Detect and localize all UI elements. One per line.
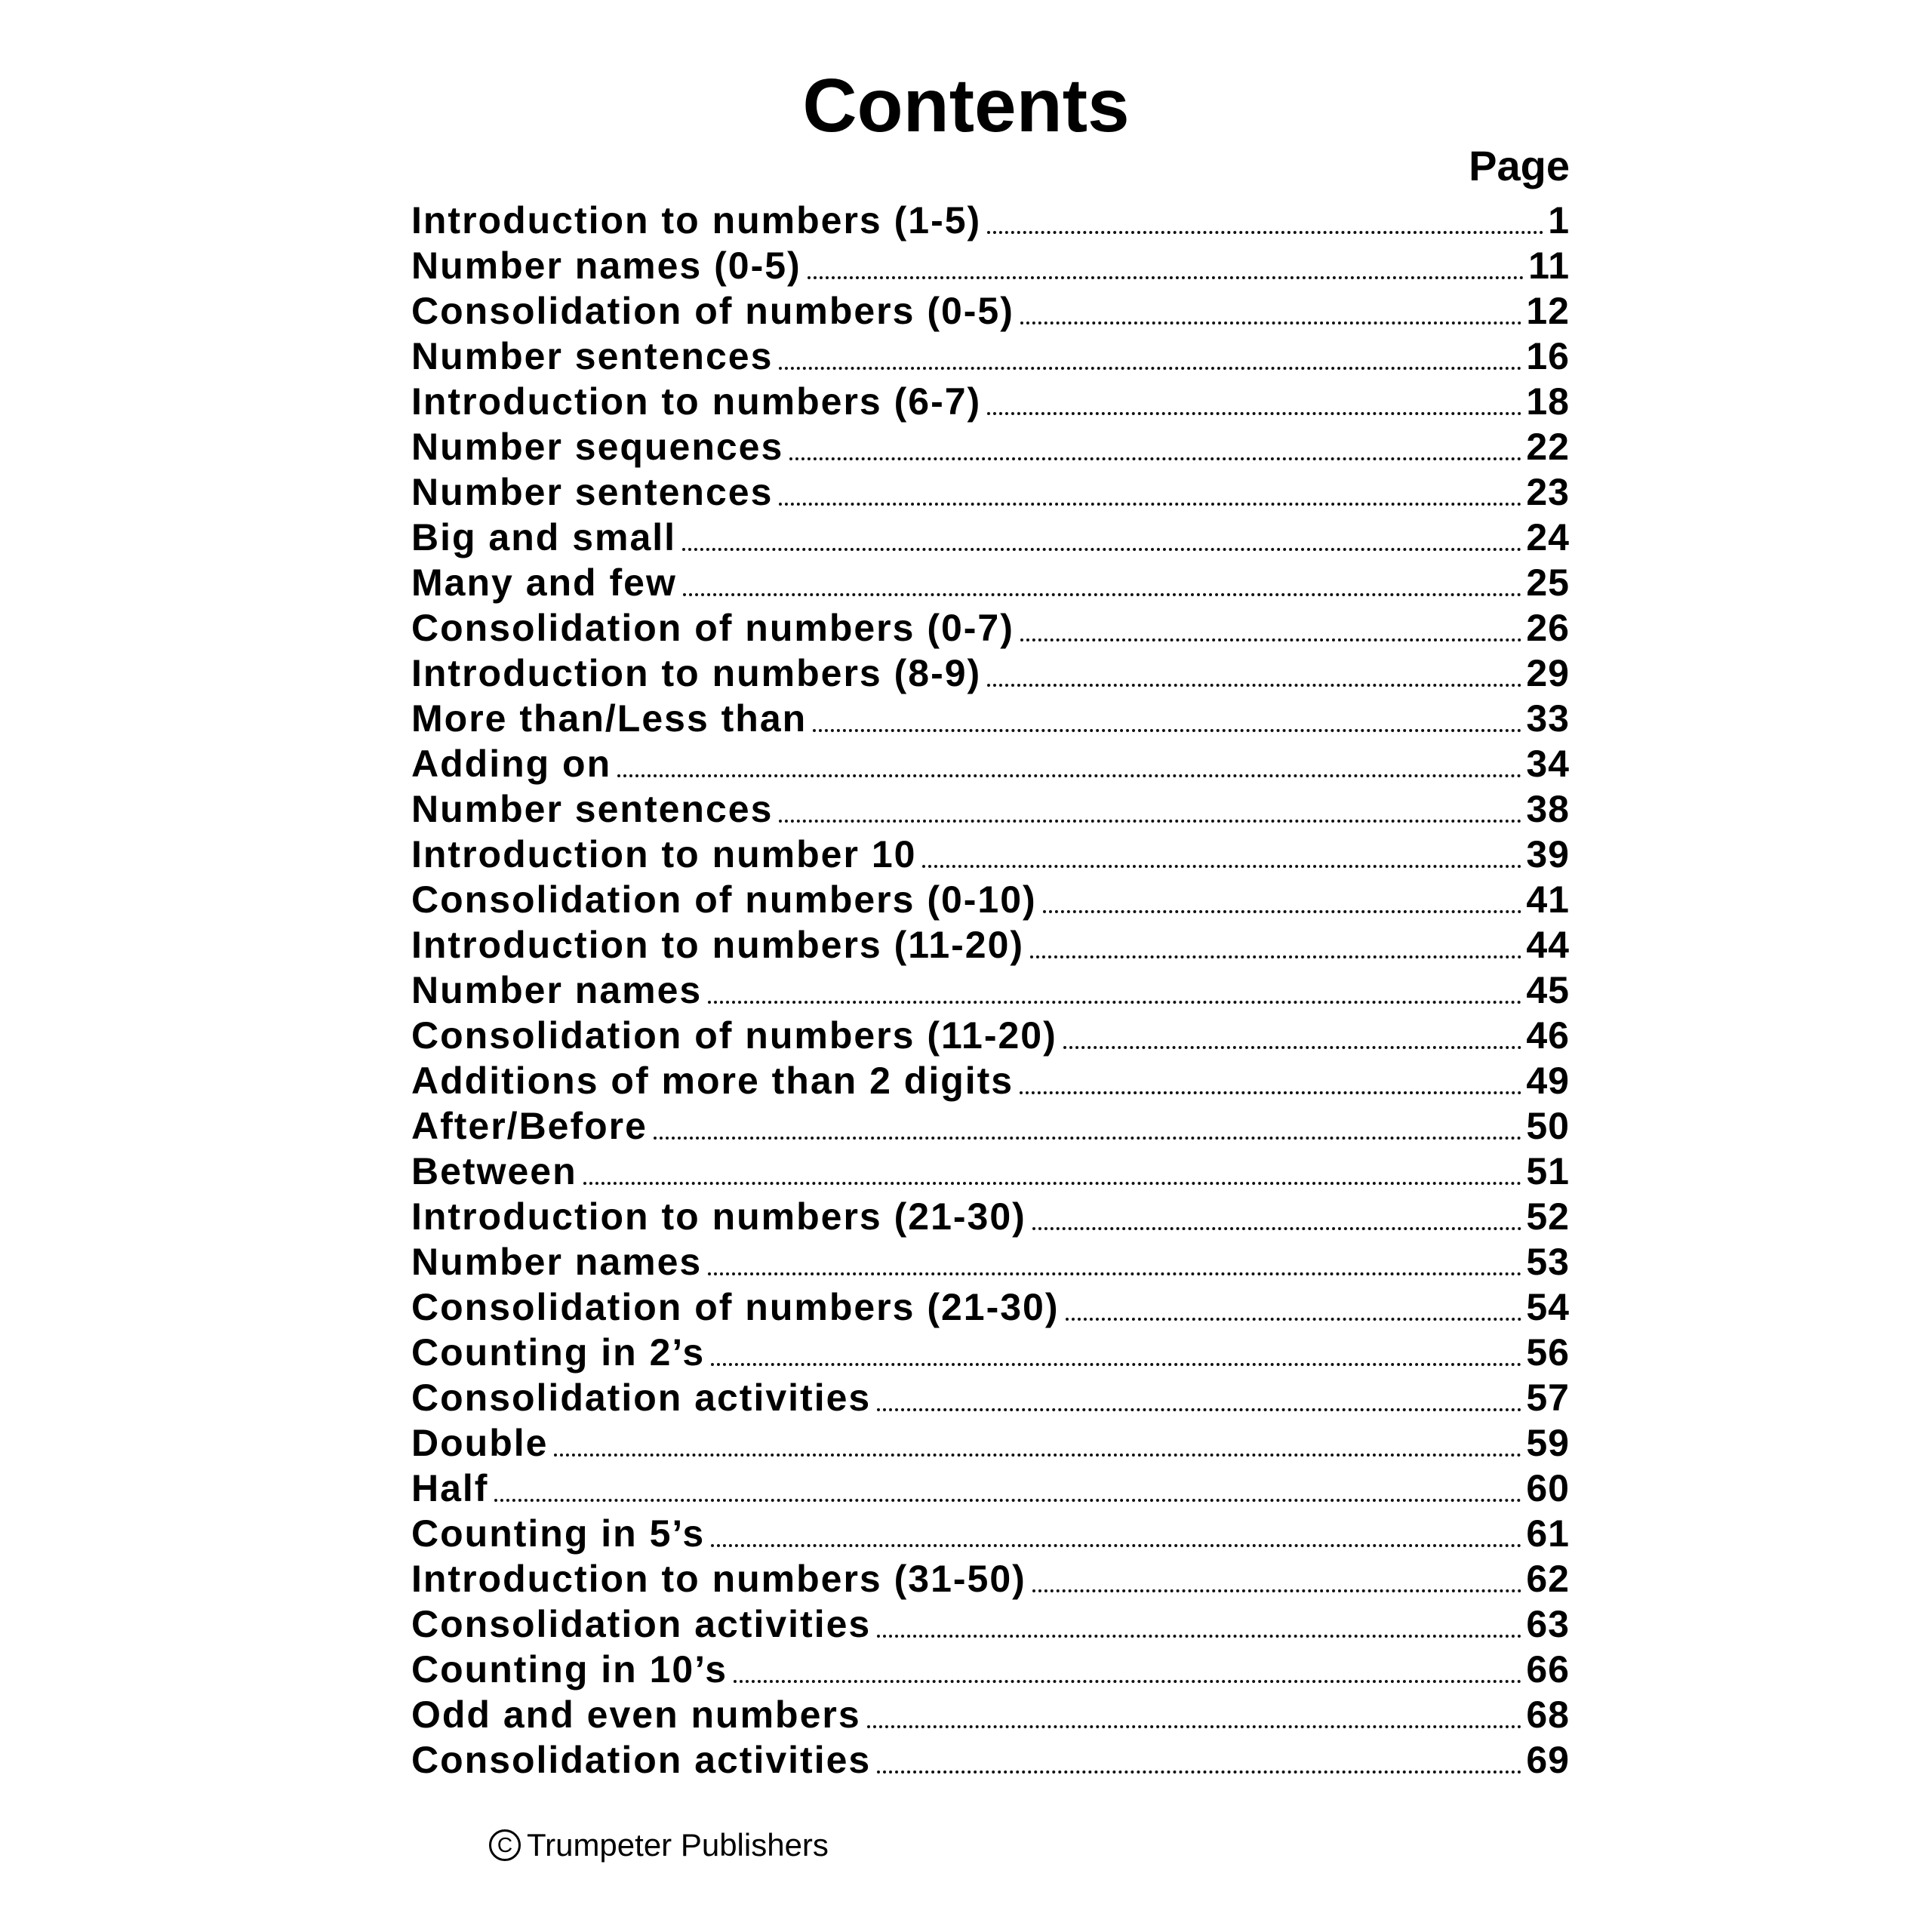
toc-entry-page-number: 33 [1526, 697, 1570, 740]
dot-leader [808, 276, 1524, 279]
page-column-header: Page [1469, 142, 1570, 189]
toc-entry [411, 288, 1570, 334]
toc-entry-label: More than/Less than [411, 697, 808, 740]
toc-entry [411, 786, 1570, 832]
dot-leader [711, 1544, 1521, 1547]
dot-leader [654, 1137, 1521, 1140]
toc-entry [411, 379, 1570, 424]
toc-entry-page-number: 60 [1526, 1467, 1570, 1509]
toc-entry [411, 651, 1570, 696]
toc-entry-label: Introduction to numbers (31-50) [411, 1558, 1026, 1600]
toc-entry-page-number: 57 [1526, 1377, 1570, 1419]
dot-leader [1032, 1227, 1522, 1230]
toc-entry-page-number: 16 [1526, 335, 1570, 377]
toc-entry-page-number: 51 [1526, 1150, 1570, 1192]
dot-leader [813, 729, 1521, 732]
dot-leader [1020, 638, 1521, 641]
toc-entry-page-number: 62 [1526, 1558, 1570, 1600]
toc-entry [411, 243, 1570, 288]
toc-entry-page-number: 68 [1526, 1694, 1570, 1736]
toc-entry-page-number: 49 [1526, 1060, 1570, 1102]
toc-entry [411, 1330, 1570, 1375]
toc-entry [411, 1149, 1570, 1194]
toc-entry-label: Consolidation of numbers (0-5) [411, 290, 1014, 332]
toc-entry-page-number: 54 [1526, 1286, 1570, 1328]
toc-entry-page-number: 44 [1526, 924, 1570, 966]
footer [489, 1826, 829, 1864]
toc-entry [411, 560, 1570, 605]
dot-leader [1020, 1091, 1521, 1094]
toc-entry [411, 968, 1570, 1013]
toc-entry [411, 1013, 1570, 1058]
dot-leader [734, 1680, 1521, 1683]
dot-leader [1030, 955, 1521, 958]
toc-entry [411, 469, 1570, 515]
dot-leader [554, 1454, 1521, 1457]
toc-entry-label: Consolidation of numbers (0-7) [411, 607, 1014, 649]
toc-entry-label: Consolidation activities [411, 1377, 872, 1419]
toc-entry-label: Introduction to numbers (21-30) [411, 1195, 1026, 1238]
dot-leader [877, 1635, 1521, 1638]
toc-entry [411, 1601, 1570, 1647]
toc-entry [411, 1194, 1570, 1239]
toc-entry-page-number: 59 [1526, 1422, 1570, 1464]
toc-entry-page-number: 56 [1526, 1331, 1570, 1374]
toc-entry-page-number: 11 [1528, 245, 1570, 287]
dot-leader [583, 1182, 1522, 1185]
toc-entry [411, 1103, 1570, 1149]
toc-entry-label: Half [411, 1467, 489, 1509]
dot-leader [779, 367, 1521, 370]
dot-leader [682, 548, 1521, 551]
dot-leader [708, 1272, 1521, 1275]
toc-entry [411, 1284, 1570, 1330]
toc-entry-page-number: 53 [1526, 1241, 1570, 1283]
toc-entry [411, 605, 1570, 651]
toc-entry-label: Introduction to numbers (11-20) [411, 924, 1025, 966]
toc-entry-label: Consolidation activities [411, 1739, 872, 1781]
toc-entry [411, 1647, 1570, 1692]
toc-entry [411, 877, 1570, 922]
toc-entry-page-number: 39 [1526, 833, 1570, 875]
toc-entry-label: Counting in 5’s [411, 1512, 706, 1555]
toc-entry [411, 922, 1570, 968]
toc-entry-page-number: 24 [1526, 516, 1570, 558]
toc-entry-label: Double [411, 1422, 549, 1464]
toc-entry-label: Counting in 10’s [411, 1648, 728, 1690]
toc-entry-page-number: 23 [1526, 471, 1570, 513]
toc-entry [411, 334, 1570, 379]
toc-entry-page-number: 46 [1526, 1014, 1570, 1057]
dot-leader [877, 1408, 1521, 1411]
toc-entry-label: Additions of more than 2 digits [411, 1060, 1014, 1102]
toc-entry-page-number: 1 [1548, 199, 1570, 242]
toc-entry [411, 1375, 1570, 1420]
toc-entry-page-number: 45 [1526, 969, 1570, 1011]
toc-entry [411, 424, 1570, 469]
toc-entry-label: Consolidation of numbers (21-30) [411, 1286, 1060, 1328]
dot-leader [683, 593, 1522, 596]
toc-entry-label: Consolidation of numbers (0-10) [411, 878, 1037, 921]
dot-leader [1043, 910, 1522, 913]
toc-entry-label: Introduction to number 10 [411, 833, 917, 875]
dot-leader [1032, 1589, 1522, 1592]
dot-leader [494, 1499, 1521, 1502]
dot-leader [711, 1363, 1521, 1366]
toc-entry [411, 1466, 1570, 1511]
toc-entry-label: Introduction to numbers (6-7) [411, 380, 982, 423]
dot-leader [708, 1001, 1521, 1004]
dot-leader [617, 774, 1521, 777]
dot-leader [789, 457, 1521, 460]
toc-entry-page-number: 18 [1526, 380, 1570, 423]
toc-entry-label: Between [411, 1150, 577, 1192]
toc-entry-page-number: 22 [1526, 426, 1570, 468]
toc-entry-label: Introduction to numbers (8-9) [411, 652, 982, 694]
toc-entry-page-number: 52 [1526, 1195, 1570, 1238]
toc-entry [411, 1556, 1570, 1601]
dot-leader [877, 1770, 1521, 1774]
toc-entry-label: Number sequences [411, 426, 784, 468]
dot-leader [987, 231, 1543, 234]
toc-entry-label: Number sentences [411, 471, 774, 513]
toc-entry-page-number: 34 [1526, 743, 1570, 785]
contents-list [411, 198, 1570, 1783]
toc-entry-label: Number names [411, 1241, 703, 1283]
toc-entry-label: Many and few [411, 561, 677, 604]
toc-entry-page-number: 25 [1526, 561, 1570, 604]
dot-leader [987, 684, 1521, 687]
toc-entry [411, 1420, 1570, 1466]
toc-entry-label: Odd and even numbers [411, 1694, 861, 1736]
dot-leader [779, 503, 1521, 506]
toc-entry [411, 696, 1570, 741]
dot-leader [987, 412, 1521, 415]
toc-entry [411, 1511, 1570, 1556]
toc-entry [411, 741, 1570, 786]
dot-leader [1066, 1318, 1522, 1321]
toc-entry-page-number: 38 [1526, 788, 1570, 830]
toc-entry [411, 1737, 1570, 1783]
toc-entry-page-number: 63 [1526, 1603, 1570, 1645]
toc-entry-label: Big and small [411, 516, 677, 558]
toc-entry [411, 198, 1570, 243]
toc-entry [411, 832, 1570, 877]
toc-entry-page-number: 50 [1526, 1105, 1570, 1147]
toc-entry-label: Number sentences [411, 335, 774, 377]
dot-leader [1020, 321, 1521, 325]
toc-entry-label: Introduction to numbers (1-5) [411, 199, 982, 242]
dot-leader [779, 820, 1521, 823]
toc-entry-page-number: 61 [1526, 1512, 1570, 1555]
toc-entry-page-number: 69 [1526, 1739, 1570, 1781]
page-title: Contents [802, 63, 1130, 148]
toc-entry [411, 515, 1570, 560]
toc-entry [411, 1058, 1570, 1103]
toc-entry-label: Consolidation activities [411, 1603, 872, 1645]
copyright-icon: C [489, 1829, 521, 1861]
toc-entry-page-number: 29 [1526, 652, 1570, 694]
toc-entry-page-number: 41 [1526, 878, 1570, 921]
toc-entry [411, 1239, 1570, 1284]
toc-entry-label: Consolidation of numbers (11-20) [411, 1014, 1057, 1057]
toc-entry-page-number: 26 [1526, 607, 1570, 649]
toc-entry-label: After/Before [411, 1105, 648, 1147]
dot-leader [1063, 1046, 1522, 1049]
toc-entry-label: Number names (0-5) [411, 245, 801, 287]
toc-entry [411, 1692, 1570, 1737]
toc-entry-label: Adding on [411, 743, 612, 785]
toc-entry-page-number: 12 [1526, 290, 1570, 332]
toc-entry-page-number: 66 [1526, 1648, 1570, 1690]
toc-entry-label: Number names [411, 969, 703, 1011]
dot-leader [922, 865, 1521, 868]
toc-entry-label: Number sentences [411, 788, 774, 830]
dot-leader [867, 1725, 1522, 1728]
publisher-name: Trumpeter Publishers [527, 1827, 829, 1863]
toc-entry-label: Counting in 2’s [411, 1331, 706, 1374]
